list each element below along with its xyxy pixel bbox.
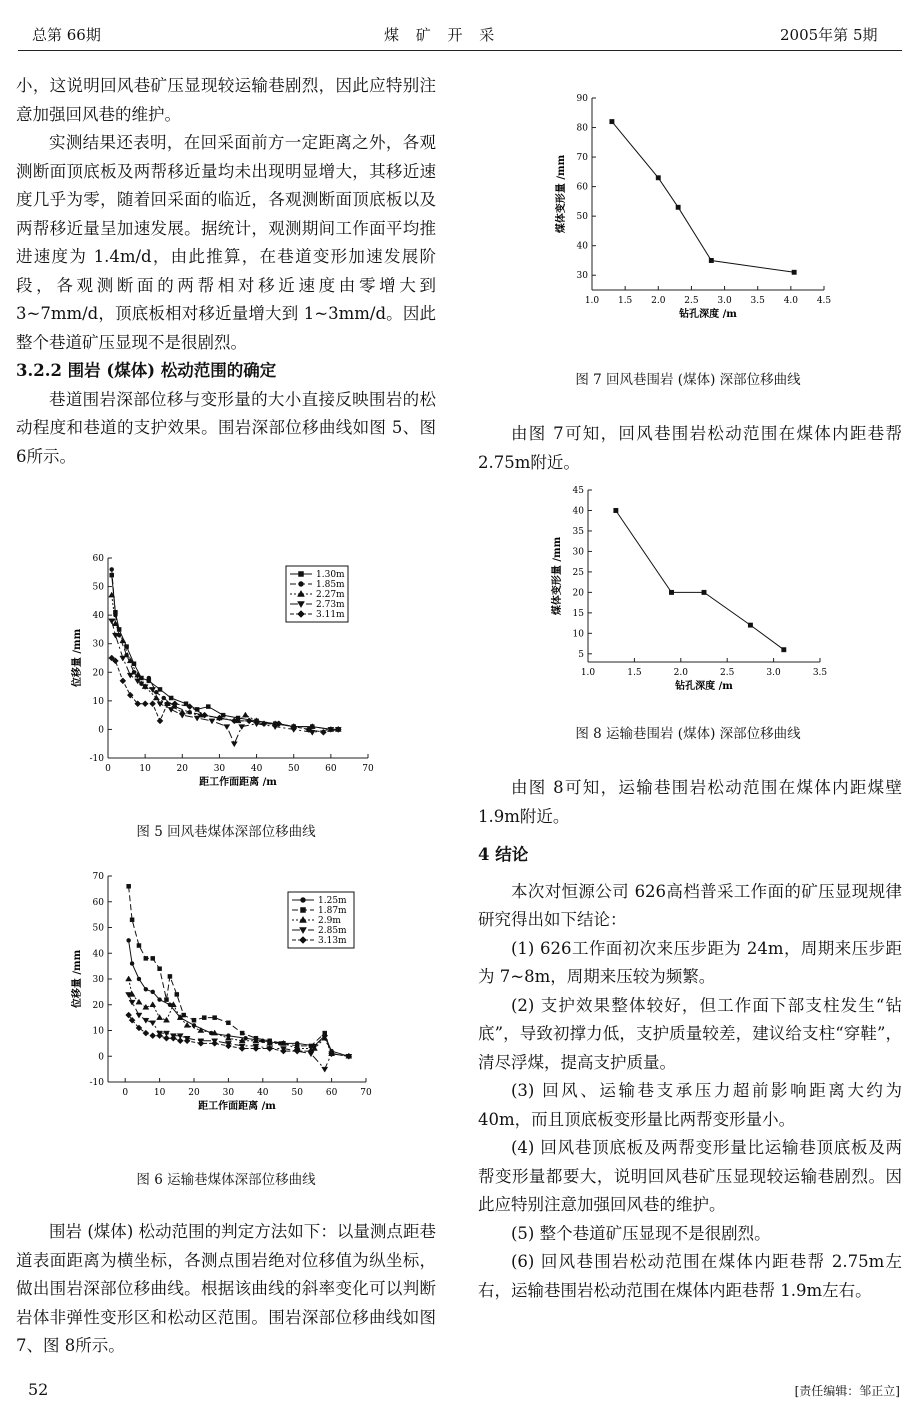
conclusion-item: (3) 回风、运输巷支承压力超前影响距离大约为 40m，而且顶底板变形量比两帮变形量小。	[478, 1081, 902, 1129]
header-issue-right: 2005年第 5期	[780, 26, 878, 44]
data-point	[144, 987, 148, 991]
data-point	[676, 205, 680, 209]
data-point	[224, 725, 230, 730]
y-tick-label: 60	[92, 897, 104, 908]
y-tick-label: 70	[92, 872, 104, 882]
data-point	[198, 1028, 204, 1033]
x-tick-label: 4.5	[816, 296, 832, 306]
x-tick-label: 10	[153, 1088, 166, 1098]
data-point	[130, 962, 134, 966]
x-tick-label: 50	[291, 1088, 303, 1098]
conclusion-item: (1) 626工作面初次来压步距为 24m，周期来压步距为 7~8m，周期来压较为频繁。	[478, 938, 902, 986]
data-point	[192, 1018, 196, 1022]
data-point	[129, 1000, 135, 1005]
data-point	[154, 690, 158, 694]
x-tick-label: 70	[362, 764, 374, 774]
y-tick-label: 60	[576, 182, 588, 193]
page-number: 52	[28, 1380, 49, 1399]
left-column-top	[16, 72, 436, 471]
y-axis-label: 煤体变形量 /mm	[552, 536, 563, 616]
y-tick-label: 15	[572, 608, 584, 619]
x-tick-label: 1.0	[580, 668, 596, 678]
data-point	[240, 1031, 244, 1035]
data-point	[110, 567, 114, 571]
data-point	[614, 508, 618, 512]
x-tick-label: 60	[325, 764, 337, 774]
y-tick-label: 40	[576, 241, 588, 252]
conclusion-item: (2) 支护效果整体较好，但工作面下部支柱发生“钻底”，导致初撑力低，支护质量较差，建议给支柱“穿鞋”，清尽浮煤，提高支护质量。	[478, 995, 902, 1072]
paragraph: 围岩 (煤体) 松动范围的判定方法如下：以量测点距巷道表面距离为横坐标，各测点围岩绝对位移值为纵坐标，做出围岩深部位移曲线。根据该曲线的斜率变化可以判断岩体非弹性变形区和松动区范围。围岩深部位移曲线如图 7、图 8所示。	[16, 1222, 436, 1355]
x-tick-label: 10	[139, 764, 151, 774]
y-tick-label: -10	[89, 1078, 104, 1088]
data-point	[299, 572, 304, 577]
section-heading: 3.2.2 围岩 (煤体) 松动范围的确定	[16, 361, 277, 380]
data-point	[150, 1002, 156, 1007]
data-point	[157, 702, 163, 707]
series-line	[612, 122, 794, 273]
y-tick-label: 10	[92, 696, 104, 707]
header-journal-title: 煤 矿 开 采	[384, 26, 501, 44]
conclusion-item: (6) 回风巷围岩松动范围在煤体内距巷帮 2.75m左右，运输巷围岩松动范围在煤体内距巷帮 1.9m左右。	[478, 1252, 902, 1300]
series-line	[616, 511, 784, 650]
data-point	[239, 1046, 245, 1052]
x-axis-label: 钻孔深度 /m	[679, 309, 737, 320]
data-point	[301, 908, 306, 913]
y-tick-label: 30	[92, 639, 104, 650]
y-tick-label: -10	[89, 754, 104, 764]
data-point	[239, 725, 245, 730]
legend-label: 3.13m	[318, 936, 347, 946]
legend-label: 1.87m	[318, 906, 347, 916]
left-column-bottom	[16, 1218, 436, 1361]
y-axis-label: 位移量 /mm	[72, 949, 83, 1009]
figure-8-caption: 图 8 运输巷围岩 (煤体) 深部位移曲线	[575, 726, 801, 742]
y-tick-label: 40	[92, 949, 104, 960]
data-point	[127, 938, 131, 942]
section-heading: 4 结论	[478, 845, 529, 864]
x-tick-label: 2.0	[673, 668, 688, 678]
data-point	[127, 884, 131, 888]
data-point	[748, 623, 752, 627]
data-point	[169, 696, 173, 700]
data-point	[120, 638, 126, 643]
data-point	[213, 1016, 217, 1020]
figure-8-chart	[548, 484, 848, 704]
data-point	[202, 1016, 206, 1020]
x-tick-label: 30	[213, 764, 226, 774]
y-tick-label: 50	[92, 582, 104, 593]
y-tick-label: 5	[578, 649, 584, 660]
x-tick-label: 1.0	[584, 296, 600, 306]
x-tick-label: 0	[105, 764, 111, 774]
y-tick-label: 0	[98, 725, 104, 736]
data-point	[182, 1013, 186, 1017]
y-tick-label: 80	[576, 123, 588, 134]
x-tick-label: 2.5	[720, 668, 735, 678]
data-point	[299, 582, 304, 587]
conclusion-item: (5) 整个巷道矿压显现不是很剧烈。	[511, 1223, 771, 1243]
figure-7-chart	[548, 90, 848, 332]
header-issue-left: 总第 66期	[32, 26, 101, 44]
data-point	[164, 998, 168, 1002]
data-point	[301, 898, 306, 903]
data-point	[168, 707, 174, 712]
y-tick-label: 70	[576, 153, 588, 164]
y-tick-label: 10	[92, 1026, 104, 1037]
data-point	[195, 707, 199, 711]
y-tick-label: 60	[92, 554, 104, 564]
y-tick-label: 20	[572, 588, 584, 599]
y-axis-label: 位移量 /mm	[72, 628, 83, 688]
data-point	[322, 1067, 328, 1072]
y-tick-label: 0	[98, 1052, 104, 1063]
x-tick-label: 3.5	[812, 668, 828, 678]
y-tick-label: 25	[572, 567, 584, 578]
x-axis-label: 距工作面距离 /m	[198, 1101, 276, 1112]
y-tick-label: 90	[576, 94, 588, 104]
data-point	[212, 1040, 218, 1046]
data-point	[120, 656, 126, 661]
y-tick-label: 35	[572, 526, 584, 537]
y-tick-label: 30	[572, 547, 584, 558]
legend-label: 2.27m	[316, 590, 345, 600]
data-point	[194, 716, 200, 721]
legend-label: 3.11m	[316, 610, 345, 620]
data-point	[179, 713, 185, 718]
data-point	[209, 719, 215, 724]
data-point	[246, 718, 252, 724]
data-point	[158, 998, 162, 1002]
y-tick-label: 30	[576, 271, 588, 282]
y-tick-label: 20	[92, 668, 104, 679]
x-tick-label: 20	[176, 764, 189, 774]
data-point	[163, 1035, 169, 1041]
data-point	[150, 1033, 156, 1039]
data-point	[158, 967, 162, 971]
data-point	[792, 270, 796, 274]
x-tick-label: 1.5	[617, 296, 633, 306]
y-axis-label: 煤体变形量 /mm	[556, 154, 567, 234]
data-point	[242, 712, 248, 717]
data-point	[151, 990, 155, 994]
data-point	[231, 742, 237, 747]
data-point	[782, 648, 786, 652]
data-point	[142, 701, 148, 707]
data-point	[206, 705, 210, 709]
data-point	[226, 1021, 230, 1025]
x-tick-label: 4.0	[783, 296, 799, 306]
data-point	[702, 590, 706, 594]
data-point	[669, 590, 673, 594]
header-rule	[18, 50, 902, 51]
series-line	[112, 658, 339, 732]
data-point	[244, 1036, 248, 1040]
paragraph: 本次对恒源公司 626高档普采工作面的矿压显现规律研究得出如下结论：	[478, 881, 902, 929]
x-tick-label: 2.0	[651, 296, 666, 306]
data-point	[126, 976, 132, 981]
data-point	[168, 974, 172, 978]
series-line	[129, 940, 349, 1056]
data-point	[137, 977, 141, 981]
right-column-bottom	[478, 774, 902, 1305]
legend-label: 1.25m	[318, 896, 347, 906]
data-point	[144, 956, 148, 960]
data-point	[150, 701, 156, 707]
x-tick-label: 3.0	[766, 668, 781, 678]
legend-label: 2.9m	[318, 916, 341, 926]
data-point	[162, 696, 166, 700]
legend-label: 1.30m	[316, 570, 345, 580]
data-point	[137, 944, 141, 948]
data-point	[158, 687, 162, 691]
data-point	[136, 999, 142, 1004]
figure-6-chart	[50, 862, 390, 1128]
x-tick-label: 3.5	[750, 296, 765, 306]
data-point	[192, 1023, 196, 1027]
x-tick-label: 40	[257, 1088, 269, 1098]
x-tick-label: 70	[360, 1088, 372, 1098]
data-point	[130, 918, 134, 922]
data-point	[177, 1038, 183, 1044]
y-tick-label: 40	[572, 506, 584, 517]
data-point	[120, 678, 126, 684]
paragraph: 小，这说明回风巷矿压显现较运输巷剧烈，因此应特别注意加强回风巷的维护。	[16, 76, 436, 124]
conclusion-item: (4) 回风巷顶底板及两帮变形量比运输巷顶底板及两帮变形量都要大，说明回风巷矿压显现较运输巷剧烈。因此应特别注意加强回风巷的维护。	[478, 1138, 902, 1214]
legend-label: 1.85m	[316, 580, 345, 590]
y-tick-label: 10	[572, 629, 584, 640]
y-tick-label: 30	[92, 975, 104, 985]
data-point	[147, 676, 151, 680]
paragraph: 实测结果还表明，在回采面前方一定距离之外，各观测断面顶底板及两帮移近量均未出现明显增大，其移近速度几乎为零，随着回采面的临近，各观测断面顶底板以及两帮移近量呈加速发展。据统计，观测期间工作面平均推进速度为 1.4m/d，由此推算，在巷道变形加速发展阶段，各观测断面的两帮相对移近速度由零增大到 3~7mm/d，顶底板相对移近量增大到 1~3mm/d。因此整个巷道矿压显现不是很剧烈。	[16, 133, 436, 352]
data-point	[150, 1021, 156, 1026]
data-point	[309, 1044, 313, 1048]
x-axis-label: 距工作面距离 /m	[199, 777, 277, 788]
x-tick-label: 30	[222, 1088, 235, 1098]
x-tick-label: 50	[287, 764, 300, 774]
data-point	[127, 673, 133, 678]
data-point	[656, 176, 660, 180]
data-point	[175, 992, 179, 996]
x-tick-label: 3.0	[717, 296, 732, 306]
x-axis-label: 钻孔深度 /m	[675, 681, 733, 692]
paragraph: 巷道围岩深部位移与变形量的大小直接反映围岩的松动程度和巷道的支护效果。围岩深部位移曲线如图 5、图 6所示。	[16, 389, 436, 466]
data-point	[157, 1015, 163, 1020]
x-tick-label: 40	[250, 764, 263, 774]
data-point	[126, 1012, 132, 1018]
responsible-editor: [责任编辑：邹正立]	[794, 1384, 900, 1398]
paragraph: 由图 8可知，运输巷围岩松动范围在煤体内距煤壁 1.9m附近。	[478, 778, 902, 826]
figure-6-caption: 图 6 运输巷煤体深部位移曲线	[136, 1172, 316, 1188]
data-point	[143, 1030, 149, 1036]
x-tick-label: 1.5	[627, 668, 642, 678]
x-tick-label: 2.5	[684, 296, 699, 306]
y-tick-label: 40	[92, 611, 104, 622]
paragraph: 由图 7可知，回风巷围岩松动范围在煤体内距巷帮 2.75m附近。	[478, 424, 902, 472]
y-tick-label: 50	[92, 923, 104, 934]
y-tick-label: 50	[576, 212, 588, 223]
data-point	[136, 1013, 142, 1018]
right-column-mid	[478, 420, 902, 477]
x-tick-label: 60	[325, 1088, 338, 1098]
legend-label: 2.85m	[318, 926, 347, 936]
x-tick-label: 0	[122, 1088, 129, 1098]
data-point	[610, 119, 614, 123]
y-tick-label: 45	[572, 486, 584, 496]
figure-5-chart	[50, 548, 390, 800]
figure-5-caption: 图 5 回风巷煤体深部位移曲线	[136, 824, 316, 840]
data-point	[157, 718, 163, 724]
data-point	[221, 713, 225, 717]
legend-label: 2.73m	[316, 600, 345, 610]
figure-7-caption: 图 7 回风巷围岩 (煤体) 深部位移曲线	[575, 372, 801, 388]
data-point	[709, 258, 713, 262]
data-point	[151, 956, 155, 960]
data-point	[198, 1040, 204, 1046]
y-tick-label: 20	[92, 1000, 104, 1011]
x-tick-label: 20	[188, 1088, 200, 1098]
